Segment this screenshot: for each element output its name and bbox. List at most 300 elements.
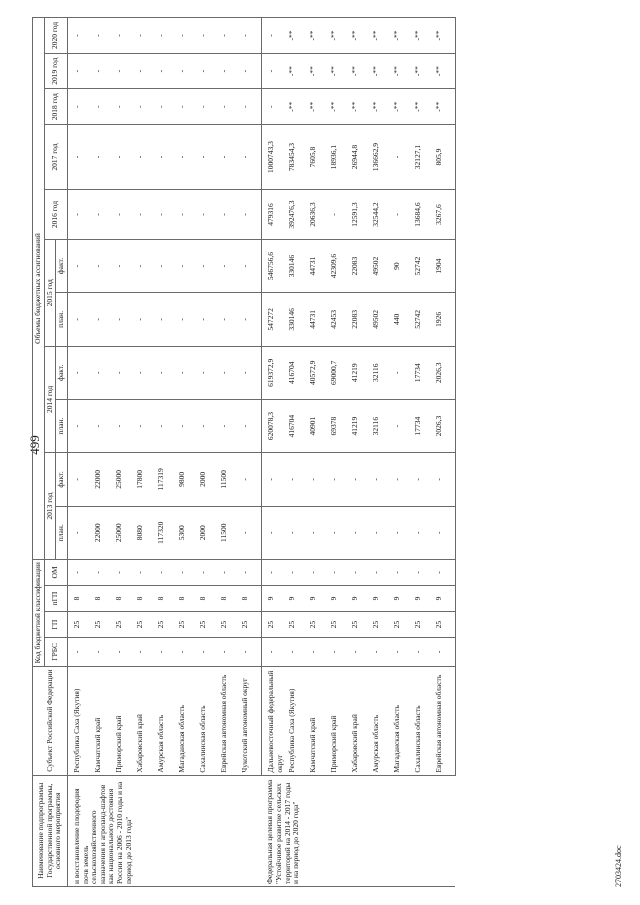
cell-grbs: - (198, 638, 219, 666)
cell-y20: -** (308, 18, 329, 54)
cell-y16: - (114, 190, 135, 240)
cell-y18: -** (329, 89, 350, 125)
cell-y20: - (177, 18, 198, 54)
subject-name: Приморский край (329, 666, 350, 775)
cell-om: - (350, 559, 371, 585)
cell-p13: 5300 (177, 506, 198, 559)
cell-p14: 32116 (371, 399, 392, 452)
cell-y18: - (156, 89, 177, 125)
cell-f13: 9800 (177, 453, 198, 506)
cell-p14: - (135, 399, 156, 452)
subject-name: Дальневосточный федеральный округ (261, 666, 287, 775)
cell-y20: -** (413, 18, 434, 54)
table-body (67, 18, 455, 887)
cell-f13: 25000 (114, 453, 135, 506)
cell-f13: 2000 (198, 453, 219, 506)
cell-y18: -** (350, 89, 371, 125)
subject-name: Магаданская область (392, 666, 413, 775)
cell-y18: - (177, 89, 198, 125)
cell-f15: 52742 (413, 239, 434, 292)
table-row (135, 18, 156, 887)
cell-y20: -** (329, 18, 350, 54)
cell-f14: 32116 (371, 346, 392, 399)
cell-p13: - (329, 506, 350, 559)
header-program: Наименование подпрограммы Государственной программы, основного мероприятия (33, 775, 68, 886)
table-row (198, 18, 219, 887)
cell-f14: 2026,3 (434, 346, 456, 399)
cell-y19: - (156, 53, 177, 89)
cell-f14: - (135, 346, 156, 399)
cell-p14: - (240, 399, 262, 452)
cell-f15: - (93, 239, 114, 292)
cell-y20: -** (371, 18, 392, 54)
cell-gp: 25 (371, 612, 392, 638)
cell-p15: - (67, 293, 93, 346)
cell-y19: - (240, 53, 262, 89)
cell-gp: 25 (198, 612, 219, 638)
cell-y18: -** (287, 89, 308, 125)
subject-name: Республика Саха (Якутия) (67, 666, 93, 775)
cell-y18: - (261, 89, 287, 125)
cell-p15: 42453 (329, 293, 350, 346)
table-row (93, 18, 114, 887)
cell-grbs: - (156, 638, 177, 666)
cell-grbs: - (413, 638, 434, 666)
header-plan-2014: план. (56, 399, 68, 452)
cell-y17: - (114, 124, 135, 189)
cell-grbs: - (371, 638, 392, 666)
cell-y16: 20636,3 (308, 190, 329, 240)
cell-f15: - (219, 239, 240, 292)
cell-f14: - (392, 346, 413, 399)
cell-f14: 416704 (287, 346, 308, 399)
table-row (434, 18, 456, 887)
cell-f15: - (67, 239, 93, 292)
cell-gp: 25 (308, 612, 329, 638)
cell-f15: - (114, 239, 135, 292)
cell-p14: 416704 (287, 399, 308, 452)
cell-y16: - (156, 190, 177, 240)
table-row (177, 18, 198, 887)
cell-p13: - (308, 506, 329, 559)
header-plan-2013: план. (56, 506, 68, 559)
cell-y16: - (93, 190, 114, 240)
cell-p13: - (413, 506, 434, 559)
table-row (371, 18, 392, 887)
table-row (114, 18, 135, 887)
cell-y17: 32127,1 (413, 124, 434, 189)
header-year-2013: 2013 год (44, 453, 56, 560)
cell-p15: - (198, 293, 219, 346)
cell-y20: -** (392, 18, 413, 54)
cell-pgp: 8 (156, 586, 177, 612)
cell-pgp: 8 (114, 586, 135, 612)
cell-grbs: - (135, 638, 156, 666)
cell-pgp: 9 (434, 586, 456, 612)
cell-p14: - (392, 399, 413, 452)
cell-gp: 25 (329, 612, 350, 638)
cell-p13: 25000 (114, 506, 135, 559)
cell-pgp: 9 (413, 586, 434, 612)
cell-y16: - (219, 190, 240, 240)
cell-y16: - (240, 190, 262, 240)
cell-y20: - (198, 18, 219, 54)
subject-name: Хабаровский край (135, 666, 156, 775)
cell-grbs: - (219, 638, 240, 666)
cell-gp: 25 (177, 612, 198, 638)
cell-om: - (177, 559, 198, 585)
header-2016: 2016 год (44, 190, 67, 240)
subject-name: Чукотский автономный округ (240, 666, 262, 775)
cell-p14: - (219, 399, 240, 452)
cell-p15: - (177, 293, 198, 346)
cell-f15: - (135, 239, 156, 292)
cell-grbs: - (114, 638, 135, 666)
cell-gp: 25 (434, 612, 456, 638)
cell-y19: - (114, 53, 135, 89)
cell-y20: -** (287, 18, 308, 54)
cell-f14: - (67, 346, 93, 399)
cell-p13: - (350, 506, 371, 559)
program-name: Федеральная целевая программа "Устойчивое развитие сельских территорий на 2014 - 2017 годы и на период до 2020 года" (261, 775, 455, 886)
cell-om: - (308, 559, 329, 585)
table-row (261, 18, 287, 887)
cell-f14: 41219 (350, 346, 371, 399)
cell-y17: - (67, 124, 93, 189)
cell-gp: 25 (156, 612, 177, 638)
cell-grbs: - (93, 638, 114, 666)
cell-p15: 52742 (413, 293, 434, 346)
cell-f13: - (287, 453, 308, 506)
cell-gp: 25 (135, 612, 156, 638)
cell-y17: - (392, 124, 413, 189)
cell-y16: 32544,2 (371, 190, 392, 240)
table-row (240, 18, 262, 887)
cell-f13: 22000 (93, 453, 114, 506)
cell-gp: 25 (413, 612, 434, 638)
cell-f13: 117319 (156, 453, 177, 506)
cell-f15: - (156, 239, 177, 292)
cell-y18: -** (434, 89, 456, 125)
cell-f15: 90 (392, 239, 413, 292)
cell-p14: 2026,3 (434, 399, 456, 452)
cell-p15: 1926 (434, 293, 456, 346)
cell-pgp: 9 (287, 586, 308, 612)
cell-y19: - (135, 53, 156, 89)
cell-y17: 26944,8 (350, 124, 371, 189)
cell-grbs: - (350, 638, 371, 666)
cell-p15: - (93, 293, 114, 346)
cell-om: - (413, 559, 434, 585)
cell-f14: - (93, 346, 114, 399)
cell-gp: 25 (240, 612, 262, 638)
header-volumes-group: Объемы бюджетных ассигнований (33, 18, 45, 560)
budget-table (32, 17, 456, 887)
program-name: и восстановление плодородия почв земель сельскохозяйственного назначения и агроланд-шафтов как национального достояния России на 2006 - 2010 годы и на период до 2013 года" (67, 775, 261, 886)
cell-p13: - (261, 506, 287, 559)
cell-grbs: - (240, 638, 262, 666)
cell-y16: - (392, 190, 413, 240)
cell-p15: - (156, 293, 177, 346)
cell-y19: -** (350, 53, 371, 89)
cell-grbs: - (329, 638, 350, 666)
cell-y16: 13684,6 (413, 190, 434, 240)
cell-p13: - (392, 506, 413, 559)
cell-p14: 41219 (350, 399, 371, 452)
cell-y17: - (240, 124, 262, 189)
cell-p15: - (240, 293, 262, 346)
cell-p15: 547272 (261, 293, 287, 346)
header-2017: 2017 год (44, 124, 67, 189)
cell-f14: - (114, 346, 135, 399)
cell-grbs: - (434, 638, 456, 666)
subject-name: Еврейская автономная область (219, 666, 240, 775)
cell-y20: -** (434, 18, 456, 54)
cell-f14: - (198, 346, 219, 399)
cell-gp: 25 (261, 612, 287, 638)
cell-grbs: - (177, 638, 198, 666)
cell-y17: 136662,9 (371, 124, 392, 189)
cell-y18: -** (308, 89, 329, 125)
cell-p13: - (240, 506, 262, 559)
cell-f13: 11500 (219, 453, 240, 506)
cell-f13: - (261, 453, 287, 506)
cell-p13: - (287, 506, 308, 559)
header-code-group: Код бюджетной классификации (33, 559, 45, 666)
cell-p13: - (371, 506, 392, 559)
cell-y19: - (67, 53, 93, 89)
cell-p14: - (177, 399, 198, 452)
cell-f15: 49502 (371, 239, 392, 292)
cell-f13: - (350, 453, 371, 506)
cell-om: - (114, 559, 135, 585)
cell-gp: 25 (392, 612, 413, 638)
cell-grbs: - (392, 638, 413, 666)
cell-om: - (261, 559, 287, 585)
cell-p14: - (114, 399, 135, 452)
page-number: 499 (27, 435, 42, 455)
cell-pgp: 9 (308, 586, 329, 612)
header-subject: Субъект Российской Федерации (33, 666, 68, 775)
cell-f13: - (371, 453, 392, 506)
header-year-2015: 2015 год (44, 239, 56, 346)
table-row (308, 18, 329, 887)
cell-p13: 22000 (93, 506, 114, 559)
cell-f14: 69000,7 (329, 346, 350, 399)
cell-om: - (371, 559, 392, 585)
table-row (219, 18, 240, 887)
subject-name: Республика Саха (Якутия) (287, 666, 308, 775)
cell-y18: - (240, 89, 262, 125)
cell-p15: - (114, 293, 135, 346)
cell-y19: - (261, 53, 287, 89)
header-plan-2015: план. (56, 293, 68, 346)
cell-y18: -** (371, 89, 392, 125)
cell-y19: -** (308, 53, 329, 89)
table-row (392, 18, 413, 887)
header-pgp: пГП (44, 586, 67, 612)
cell-grbs: - (67, 638, 93, 666)
cell-gp: 25 (350, 612, 371, 638)
header-gp: ГП (44, 612, 67, 638)
cell-p14: - (67, 399, 93, 452)
cell-y20: - (114, 18, 135, 54)
cell-gp: 25 (67, 612, 93, 638)
subject-name: Еврейская автономная область (434, 666, 456, 775)
cell-y19: - (219, 53, 240, 89)
cell-f15: 44731 (308, 239, 329, 292)
cell-gp: 25 (287, 612, 308, 638)
cell-p13: 2000 (198, 506, 219, 559)
cell-p14: 17734 (413, 399, 434, 452)
cell-y19: -** (413, 53, 434, 89)
cell-y18: -** (413, 89, 434, 125)
cell-f14: 40572,9 (308, 346, 329, 399)
cell-pgp: 9 (371, 586, 392, 612)
cell-f13: - (329, 453, 350, 506)
cell-y16: 392476,3 (287, 190, 308, 240)
cell-p14: 69378 (329, 399, 350, 452)
table-row (156, 18, 177, 887)
cell-pgp: 9 (329, 586, 350, 612)
cell-y17: 18936,1 (329, 124, 350, 189)
cell-f15: 546756,6 (261, 239, 287, 292)
subject-name: Амурская область (371, 666, 392, 775)
cell-y18: - (198, 89, 219, 125)
cell-f13: 17800 (135, 453, 156, 506)
cell-f15: 22083 (350, 239, 371, 292)
cell-y16: - (329, 190, 350, 240)
cell-y17: - (156, 124, 177, 189)
subject-name: Хабаровский край (350, 666, 371, 775)
cell-y20: - (156, 18, 177, 54)
cell-y16: - (67, 190, 93, 240)
cell-y18: - (114, 89, 135, 125)
cell-f14: 17734 (413, 346, 434, 399)
cell-p15: - (135, 293, 156, 346)
subject-name: Амурская область (156, 666, 177, 775)
cell-om: - (329, 559, 350, 585)
cell-y16: - (198, 190, 219, 240)
header-fact-2015: факт. (56, 239, 68, 292)
cell-y16: 12591,3 (350, 190, 371, 240)
cell-y17: 7605,8 (308, 124, 329, 189)
cell-f14: - (156, 346, 177, 399)
cell-om: - (198, 559, 219, 585)
cell-om: - (67, 559, 93, 585)
cell-pgp: 8 (219, 586, 240, 612)
cell-p14: - (156, 399, 177, 452)
header-2019: 2019 год (44, 53, 67, 89)
cell-y17: - (219, 124, 240, 189)
cell-y20: - (93, 18, 114, 54)
cell-p13: - (67, 506, 93, 559)
cell-y16: 479316 (261, 190, 287, 240)
subject-name: Камчатский край (308, 666, 329, 775)
cell-f15: - (240, 239, 262, 292)
cell-p15: 22083 (350, 293, 371, 346)
subject-name: Магаданская область (177, 666, 198, 775)
subject-name: Камчатский край (93, 666, 114, 775)
cell-y17: - (93, 124, 114, 189)
cell-f15: - (177, 239, 198, 292)
header-fact-2014: факт. (56, 346, 68, 399)
cell-p15: 330146 (287, 293, 308, 346)
header-fact-2013: факт. (56, 453, 68, 506)
cell-om: - (135, 559, 156, 585)
cell-y17: 783454,3 (287, 124, 308, 189)
cell-om: - (93, 559, 114, 585)
header-2018: 2018 год (44, 89, 67, 125)
cell-om: - (240, 559, 262, 585)
cell-pgp: 9 (350, 586, 371, 612)
cell-pgp: 8 (67, 586, 93, 612)
cell-f14: 619372,9 (261, 346, 287, 399)
table-row (287, 18, 308, 887)
cell-f15: 42309,6 (329, 239, 350, 292)
cell-y19: - (93, 53, 114, 89)
cell-f13: - (392, 453, 413, 506)
cell-pgp: 8 (93, 586, 114, 612)
cell-grbs: - (287, 638, 308, 666)
cell-p13: 117320 (156, 506, 177, 559)
cell-f13: - (308, 453, 329, 506)
cell-p13: 8080 (135, 506, 156, 559)
cell-p15: 49502 (371, 293, 392, 346)
cell-y20: - (240, 18, 262, 54)
cell-y19: -** (371, 53, 392, 89)
table-row (329, 18, 350, 887)
cell-y16: 3267,6 (434, 190, 456, 240)
cell-y16: - (135, 190, 156, 240)
cell-y20: - (67, 18, 93, 54)
cell-p15: 44731 (308, 293, 329, 346)
subject-name: Сахалинская область (198, 666, 219, 775)
cell-y18: - (93, 89, 114, 125)
cell-gp: 25 (93, 612, 114, 638)
cell-gp: 25 (114, 612, 135, 638)
table-row (67, 18, 93, 887)
cell-y18: -** (392, 89, 413, 125)
header-2020: 2020 год (44, 18, 67, 54)
cell-y19: -** (392, 53, 413, 89)
cell-y18: - (67, 89, 93, 125)
cell-om: - (156, 559, 177, 585)
cell-y19: -** (329, 53, 350, 89)
cell-om: - (392, 559, 413, 585)
cell-p14: - (198, 399, 219, 452)
subject-name: Сахалинская область (413, 666, 434, 775)
cell-p15: - (219, 293, 240, 346)
cell-pgp: 8 (198, 586, 219, 612)
cell-grbs: - (261, 638, 287, 666)
cell-p13: - (434, 506, 456, 559)
cell-p13: 11500 (219, 506, 240, 559)
cell-f15: 1904 (434, 239, 456, 292)
header-year-2014: 2014 год (44, 346, 56, 453)
cell-pgp: 9 (392, 586, 413, 612)
cell-grbs: - (308, 638, 329, 666)
cell-y20: - (135, 18, 156, 54)
cell-f14: - (219, 346, 240, 399)
table-row (413, 18, 434, 887)
cell-y17: 805,9 (434, 124, 456, 189)
cell-om: - (434, 559, 456, 585)
table-row (350, 18, 371, 887)
cell-f15: 330146 (287, 239, 308, 292)
cell-p14: - (93, 399, 114, 452)
cell-y18: - (135, 89, 156, 125)
